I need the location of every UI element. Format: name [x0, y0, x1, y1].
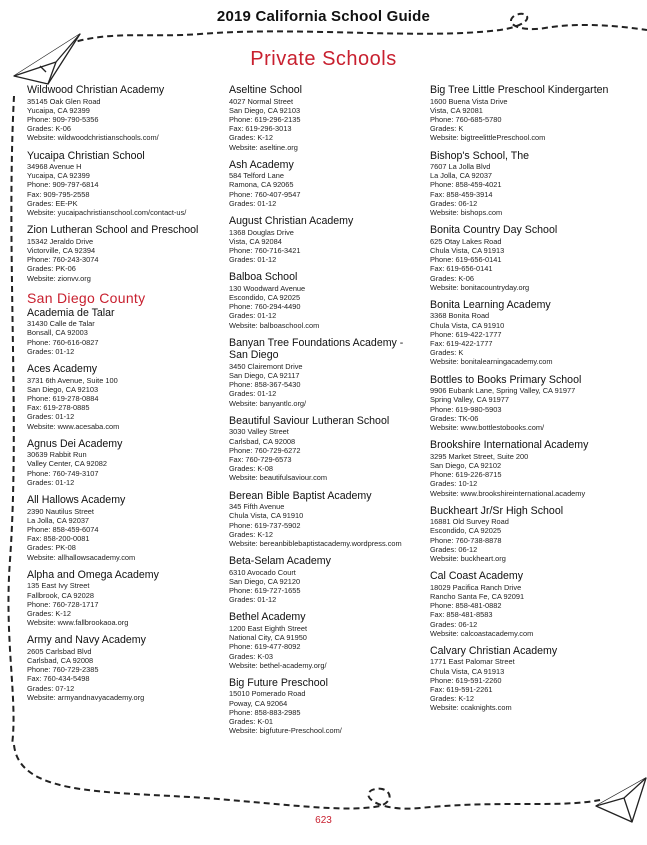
school-detail-line: Phone: 619-226-8715 [430, 470, 502, 480]
school-detail-line: Grades: 01-12 [27, 412, 75, 422]
school-name: Bonita Country Day School [430, 224, 558, 237]
school-detail-line: 135 East Ivy Street [27, 581, 90, 591]
school-entry [430, 84, 626, 143]
page-number: 623 [315, 815, 332, 826]
school-detail-line: 1600 Buena Vista Drive [430, 96, 508, 106]
school-detail-line: Phone: 858-367-5430 [229, 380, 301, 390]
school-entry [27, 438, 223, 487]
school-detail-line: 130 Woodward Avenue [229, 283, 306, 293]
school-detail-line: Grades: K-12 [27, 608, 71, 618]
school-detail-line: Phone: 760-729-2385 [27, 665, 99, 675]
school-detail-line: Phone: 760-616-0827 [27, 337, 99, 347]
school-detail-line: Ramona, CA 92065 [229, 180, 294, 190]
school-detail-line: Phone: 760-749-3107 [27, 468, 99, 478]
school-website: Website: balboaschool.com [229, 320, 320, 330]
column-1 [27, 84, 223, 709]
school-detail-line: Phone: 858-481-0882 [430, 601, 502, 611]
school-detail-line: National City, CA 91950 [229, 633, 307, 643]
school-name: Zion Lutheran School and Preschool [27, 224, 199, 237]
school-website: Website: wildwoodchristianschools.com/ [27, 133, 159, 143]
school-detail-line: 31430 Calle de Talar [27, 319, 95, 329]
school-name: Calvary Christian Academy [430, 644, 558, 657]
school-name: August Christian Academy [229, 215, 354, 228]
school-website: Website: www.fallbrookaoa.org [27, 618, 129, 628]
school-entry [229, 415, 425, 483]
school-entry [430, 299, 626, 367]
school-detail-line: 2605 Carlsbad Blvd [27, 646, 92, 656]
school-name: Aces Academy [27, 363, 98, 376]
school-detail-line: Grades: K-12 [430, 694, 474, 704]
school-detail-line: Carlsbad, CA 92008 [27, 656, 94, 666]
school-detail-line: San Diego, CA 92102 [430, 460, 502, 470]
school-detail-line: Grades: K-06 [27, 124, 71, 134]
school-detail-line: Phone: 619-477-8092 [229, 642, 301, 652]
school-detail-line: Spring Valley, CA 91977 [430, 395, 510, 405]
dashed-flight-path-left [8, 96, 14, 745]
school-detail-line: 9906 Eubank Lane, Spring Valley, CA 91977 [430, 386, 576, 396]
school-detail-line: Phone: 760-738-8878 [430, 535, 502, 545]
school-detail-line: 7607 La Jolla Blvd [430, 162, 491, 172]
school-detail-line: 3368 Bonita Road [430, 311, 490, 321]
school-detail-line: 3731 6th Avenue, Suite 100 [27, 375, 118, 385]
school-detail-line: Phone: 619-980-5903 [430, 404, 502, 414]
school-detail-line: San Diego, CA 92103 [229, 105, 301, 115]
school-detail-line: Escondido, CA 92025 [229, 293, 301, 303]
school-detail-line: 34968 Avenue H [27, 162, 82, 172]
school-detail-line: 3295 Market Street, Suite 200 [430, 451, 529, 461]
school-name: Banyan Tree Foundations Academy - San Diego [229, 336, 404, 362]
school-detail-line: Phone: 858-459-6074 [27, 525, 99, 534]
school-detail-line: Fax: 760-434-5498 [27, 674, 90, 684]
school-detail-line: Fax: 619-422-1777 [430, 339, 493, 349]
guide-title: 2019 California School Guide [216, 8, 431, 25]
school-website: Website: www.bottlestobooks.com/ [430, 422, 545, 432]
county-heading: San Diego County [27, 289, 146, 306]
school-detail-line: Phone: 909-790-5356 [27, 114, 99, 124]
school-detail-line: Fax: 619-296-3013 [229, 124, 292, 134]
school-detail-line: Phone: 619-278-0884 [27, 393, 99, 403]
school-entry [229, 271, 425, 330]
column-2 [229, 84, 425, 742]
school-detail-line: 1771 East Palomar Street [430, 657, 515, 667]
school-detail-line: Chula Vista, CA 91910 [430, 320, 505, 330]
school-website: Website: bishops.com [430, 208, 503, 218]
school-entry [430, 439, 626, 498]
school-detail-line: Chula Vista, CA 91913 [430, 245, 505, 255]
school-detail-line: Grades: 01-12 [229, 595, 277, 605]
school-detail-line: Phone: 619-422-1777 [430, 329, 502, 339]
school-detail-line: Victorville, CA 92394 [27, 245, 96, 255]
school-detail-line: 345 Fifth Avenue [229, 502, 285, 512]
school-detail-line: Fax: 619-656-0141 [430, 264, 493, 274]
school-name: Big Future Preschool [229, 676, 328, 689]
school-detail-line: Yucaipa, CA 92399 [27, 105, 90, 115]
school-website: Website: banyantlc.org/ [229, 398, 307, 408]
school-website: Website: zionvv.org [27, 273, 91, 283]
school-entry [27, 634, 223, 702]
school-detail-line: San Diego, CA 92120 [229, 576, 301, 586]
school-detail-line: Fax: 858-200-0081 [27, 534, 90, 544]
school-entry [27, 494, 223, 562]
school-detail-line: San Diego, CA 92117 [229, 371, 300, 381]
school-name: Wildwood Christian Academy [27, 84, 165, 96]
school-detail-line: Grades: TK-06 [430, 413, 479, 423]
school-detail-line: Grades: 06-12 [430, 619, 478, 629]
school-entry [430, 645, 626, 713]
school-entry [430, 505, 626, 564]
school-detail-line: Phone: 760-716-3421 [229, 245, 301, 255]
school-detail-line: Phone: 760-243-3074 [27, 255, 99, 265]
school-entry [27, 150, 223, 218]
school-entry [229, 611, 425, 670]
school-website: Website: yucaipachristianschool.com/contact-us/ [27, 208, 187, 218]
school-detail-line: Fax: 619-591-2261 [430, 685, 493, 695]
school-entry [229, 84, 425, 152]
school-detail-line: Grades: 06-12 [430, 198, 478, 208]
school-entry [229, 337, 425, 408]
school-detail-line: 6310 Avocado Court [229, 567, 296, 577]
school-name: Academia de Talar [27, 306, 115, 319]
school-website: Website: bigtreelittlePreschool.com [430, 133, 546, 143]
school-detail-line: Grades: 01-12 [229, 198, 277, 208]
school-detail-line: Grades: K-03 [229, 651, 273, 661]
school-detail-line: Fax: 858-481-8583 [430, 610, 493, 620]
school-website: Website: bereanbiblebaptistacademy.wordpress.com [229, 538, 402, 548]
school-detail-line: Yucaipa, CA 92399 [27, 171, 90, 181]
school-detail-line: Phone: 760-728-1717 [27, 599, 99, 609]
school-entry [27, 224, 223, 283]
school-detail-line: Phone: 619-296-2135 [229, 114, 301, 124]
school-detail-line: Chula Vista, CA 91910 [229, 511, 304, 521]
school-website: Website: calcoastacademy.com [430, 628, 534, 638]
school-entry [27, 569, 223, 628]
school-website: Website: bonitacountryday.org [430, 282, 530, 292]
school-detail-line: Grades: 06-12 [430, 544, 478, 554]
school-detail-line: Fallbrook, CA 92028 [27, 590, 94, 600]
school-detail-line: Phone: 909-797-6814 [27, 180, 99, 190]
school-name: Beautiful Saviour Lutheran School [229, 414, 390, 427]
school-detail-line: 1200 East Eighth Street [229, 623, 308, 633]
school-entry [27, 84, 223, 143]
school-detail-line: Phone: 619-656-0141 [430, 255, 502, 265]
school-name: Cal Coast Academy [430, 570, 524, 583]
school-website: Website: buckheart.org [430, 554, 506, 564]
school-website: Website: www.brookshireinternational.academy [430, 488, 586, 498]
school-detail-line: Fax: 619-278-0885 [27, 403, 90, 413]
school-name: Big Tree Little Preschool Kindergarten [430, 84, 609, 96]
school-entry [229, 159, 425, 208]
dashed-flight-path-bottom [14, 745, 600, 809]
school-detail-line: Grades: 01-12 [27, 346, 75, 356]
school-detail-line: Phone: 858-459-4021 [430, 180, 502, 190]
school-website: Website: allhallowsacademy.com [27, 552, 136, 562]
school-detail-line: 4027 Normal Street [229, 96, 294, 106]
school-name: Agnus Dei Academy [27, 437, 123, 450]
school-detail-line: Grades: 07-12 [27, 683, 75, 693]
school-detail-line: Fax: 909-795-2558 [27, 189, 90, 199]
school-name: All Hallows Academy [27, 494, 126, 507]
school-name: Alpha and Omega Academy [27, 568, 159, 581]
school-entry [430, 570, 626, 638]
school-detail-line: Grades: 01-12 [27, 477, 75, 487]
school-website: Website: bethel-academy.org/ [229, 660, 327, 670]
school-detail-line: Poway, CA 92064 [229, 698, 288, 708]
school-detail-line: Grades: 01-12 [229, 311, 277, 321]
school-detail-line: 15342 Jeraldo Drive [27, 236, 94, 246]
school-detail-line: Grades: K-12 [229, 529, 273, 539]
section-title: Private Schools [250, 48, 397, 70]
school-detail-line: 2390 Nautilus Street [27, 506, 94, 516]
school-detail-line: Vista, CA 92084 [229, 236, 282, 246]
school-website: Website: aseltine.org [229, 142, 298, 152]
school-entry [430, 150, 626, 218]
school-detail-line: Rancho Santa Fe, CA 92091 [430, 591, 525, 601]
school-website: Website: bonitalearningacademy.com [430, 357, 553, 367]
school-name: Yucaipa Christian School [27, 149, 145, 162]
school-name: Balboa School [229, 271, 298, 284]
school-detail-line: 15010 Pomerado Road [229, 689, 306, 699]
school-website: Website: armyandnavyacademy.org [27, 692, 145, 702]
school-detail-line: 16881 Old Survey Road [430, 517, 509, 527]
school-name: Bonita Learning Academy [430, 298, 551, 311]
school-entry [430, 224, 626, 292]
school-detail-line: Grades: 10-12 [430, 479, 478, 489]
school-website: Website: beautifulsaviour.com [229, 473, 328, 483]
school-entry [229, 215, 425, 264]
school-detail-line: Grades: K-06 [430, 273, 474, 283]
school-name: Bishop's School, The [430, 149, 529, 162]
school-detail-line: Grades: K-01 [229, 717, 273, 727]
school-name: Buckheart Jr/Sr High School [430, 504, 564, 517]
school-name: Brookshire International Academy [430, 439, 589, 452]
school-name: Ash Academy [229, 158, 294, 171]
school-detail-line: La Jolla, CA 92037 [27, 515, 90, 525]
school-detail-line: Chula Vista, CA 91913 [430, 666, 505, 676]
school-detail-line: Bonsall, CA 92003 [27, 328, 88, 338]
column-3 [430, 84, 626, 720]
school-detail-line: Grades: PK-06 [27, 264, 76, 274]
school-entry [27, 363, 223, 431]
school-detail-line: Phone: 619-591-2260 [430, 675, 502, 685]
school-detail-line: Fax: 858-459-3914 [430, 189, 493, 199]
school-website: Website: bigfuture-Preschool.com/ [229, 726, 342, 736]
school-entry [229, 555, 425, 604]
school-detail-line: 18029 Pacifica Ranch Drive [430, 582, 522, 592]
school-detail-line: Carlsbad, CA 92008 [229, 436, 296, 446]
school-detail-line: Phone: 760-729-6272 [229, 445, 301, 455]
school-detail-line: 3030 Valley Street [229, 427, 289, 437]
school-detail-line: Grades: K [430, 348, 464, 358]
school-detail-line: La Jolla, CA 92037 [430, 171, 493, 181]
school-detail-line: Grades: PK-08 [27, 543, 76, 553]
school-entry [27, 290, 223, 356]
school-detail-line: San Diego, CA 92103 [27, 384, 99, 394]
school-detail-line: Fax: 760-729-6573 [229, 454, 292, 464]
school-detail-line: Grades: K [430, 124, 464, 134]
school-detail-line: 625 Otay Lakes Road [430, 236, 502, 246]
school-name: Bethel Academy [229, 611, 306, 624]
school-detail-line: Escondido, CA 92025 [430, 526, 502, 536]
school-website: Website: www.acesaba.com [27, 421, 120, 431]
school-name: Bottles to Books Primary School [430, 373, 582, 386]
school-name: Aseltine School [229, 84, 303, 96]
school-detail-line: Phone: 760-294-4490 [229, 302, 301, 312]
school-detail-line: 30639 Rabbit Run [27, 450, 87, 460]
school-detail-line: Phone: 760-407-9547 [229, 189, 301, 199]
school-detail-line: Grades: 01-12 [229, 389, 277, 399]
school-detail-line: 3450 Clairemont Drive [229, 361, 303, 371]
school-detail-line: 584 Telford Lane [229, 171, 284, 181]
school-detail-line: Grades: K-12 [229, 133, 273, 143]
school-detail-line: Phone: 619-727-1655 [229, 586, 301, 596]
school-detail-line: Phone: 760-685-5780 [430, 114, 502, 124]
school-entry [430, 374, 626, 433]
school-detail-line: Phone: 619-737-5902 [229, 520, 301, 530]
school-detail-line: Grades: EE-PK [27, 198, 78, 208]
school-detail-line: 1368 Douglas Drive [229, 227, 294, 237]
school-detail-line: Valley Center, CA 92082 [27, 459, 107, 469]
school-entry [229, 490, 425, 549]
school-website: Website: ccaknights.com [430, 703, 512, 713]
school-entry [229, 677, 425, 736]
school-detail-line: Vista, CA 92081 [430, 105, 483, 115]
school-detail-line: Grades: 01-12 [229, 255, 277, 265]
school-detail-line: Grades: K-08 [229, 464, 273, 474]
school-detail-line: Phone: 858-883-2985 [229, 707, 301, 717]
school-detail-line: 35145 Oak Glen Road [27, 96, 101, 106]
school-name: Berean Bible Baptist Academy [229, 489, 372, 502]
school-name: Beta-Selam Academy [229, 555, 331, 568]
school-name: Army and Navy Academy [27, 634, 146, 647]
